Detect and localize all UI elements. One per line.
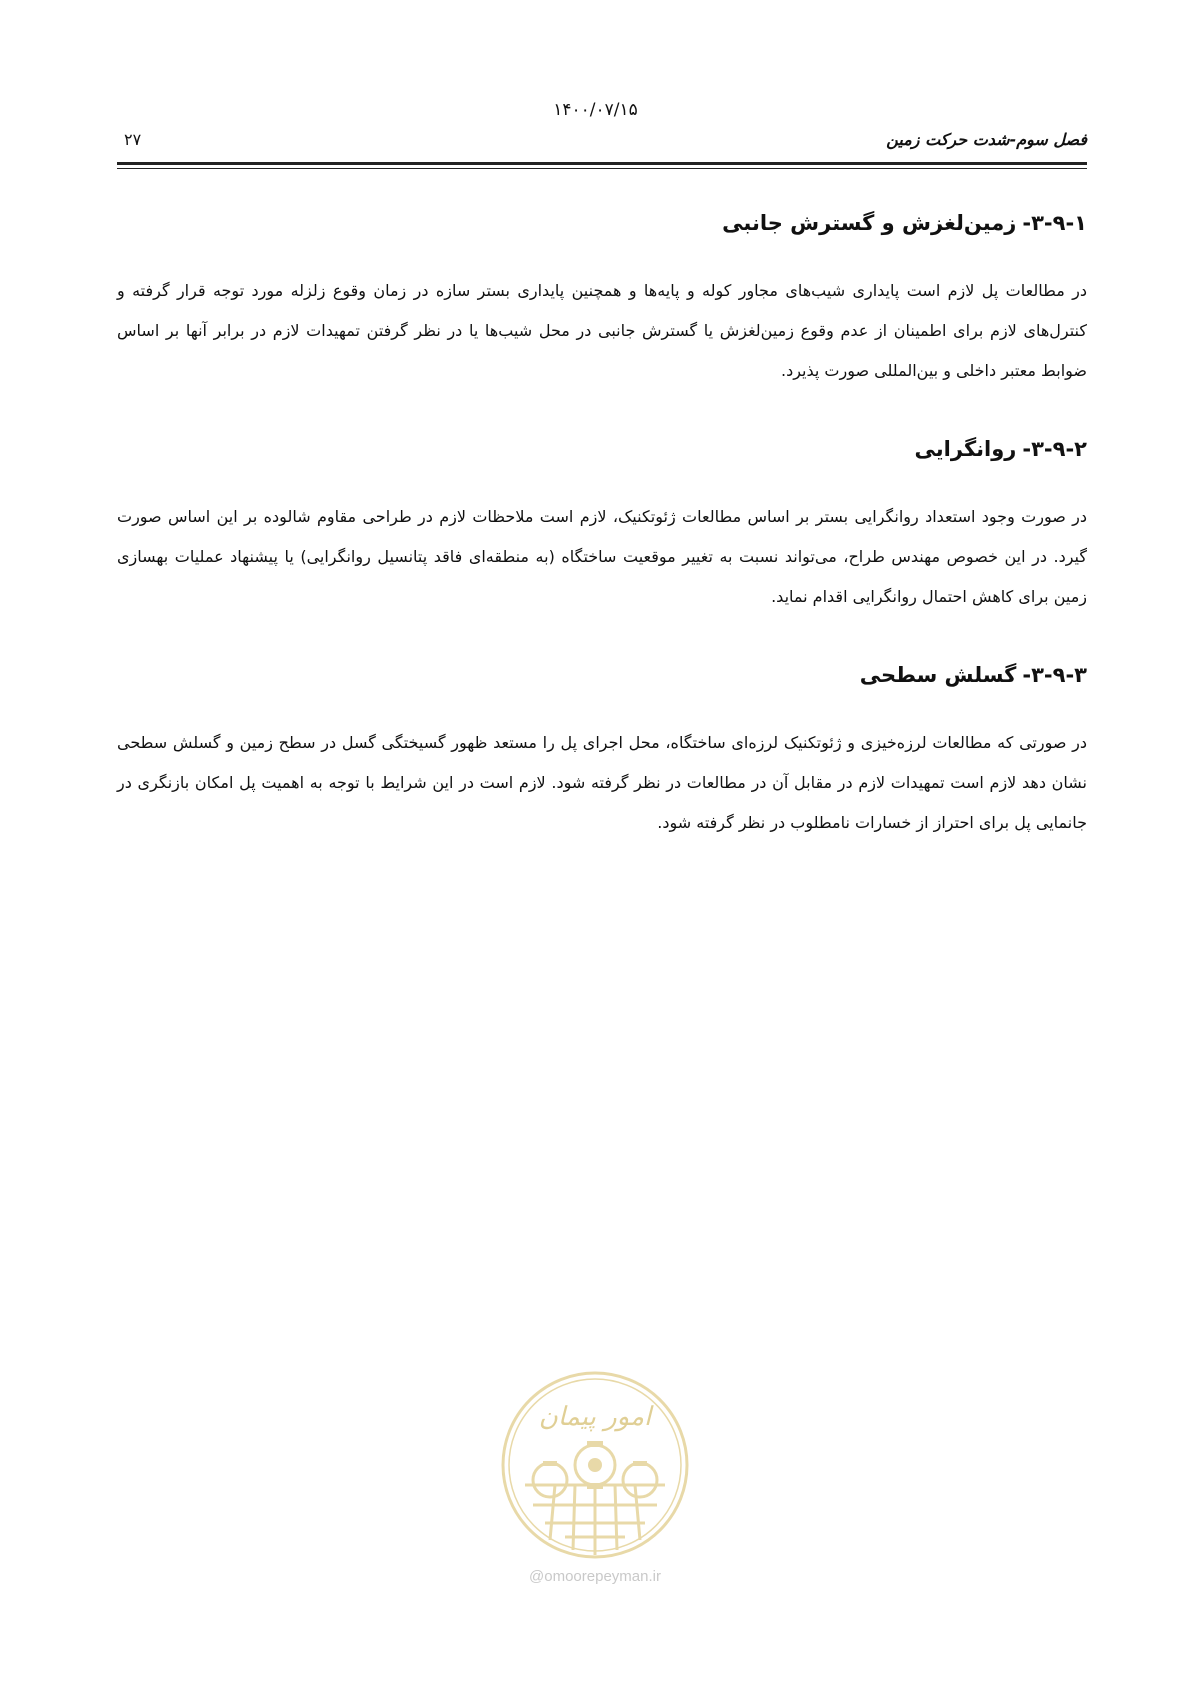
section-landslide xyxy=(117,205,1087,391)
stamp-lettering: امور پیمان xyxy=(538,1402,652,1432)
document-body xyxy=(117,205,1087,883)
section-heading xyxy=(117,431,1087,467)
page-header xyxy=(117,130,1087,154)
section-title: زمین‌لغزش و گسترش جانبی xyxy=(722,211,1017,235)
section-title: روانگرایی xyxy=(914,437,1017,461)
section-number: ۳-۹-۱- xyxy=(1022,211,1087,235)
section-paragraph: در صورتی که مطالعات لرزه‌خیزی و ژئوتکنیک لرزه‌ای ساختگاه، محل اجرای پل را مستعد ظهور گسیختگی گسل در سطح زمین و گسلش سطحی نشان دهد لازم است تمهیدات لازم در مقابل آن در مطالعات در نظر گرفته شود. لازم است در این شرایط با توجه به اهمیت پل امکان بازنگری در جانمایی پل برای احتراز از خسارات نامطلوب در نظر گرفته شود. xyxy=(117,733,1087,832)
section-number: ۳-۹-۲- xyxy=(1022,437,1087,461)
chapter-title: فصل سوم-شدت حرکت زمین xyxy=(886,130,1087,149)
header-rule-thick xyxy=(117,162,1087,165)
page-number: ۲۷ xyxy=(124,130,142,149)
header-rule-thin xyxy=(117,168,1087,169)
section-heading xyxy=(117,657,1087,693)
section-surface-faulting xyxy=(117,657,1087,843)
section-title: گسلش سطحی xyxy=(859,663,1017,687)
watermark-website: @omoorepeyman.ir xyxy=(529,1568,661,1585)
section-paragraph: در صورت وجود استعداد روانگرایی بستر بر اساس مطالعات ژئوتکنیک، لازم است ملاحظات لازم در طراحی مقاوم شالوده بر این اساس صورت گیرد. در این خصوص مهندس طراح، می‌تواند نسبت به تغییر موقعیت ساختگاه (به منطقه‌ای فاقد پتانسیل روانگرایی) یا پیشنهاد عملیات بهسازی زمین برای کاهش احتمال روانگرایی اقدام نماید. xyxy=(117,507,1087,606)
section-heading xyxy=(117,205,1087,241)
section-liquefaction xyxy=(117,431,1087,617)
document-date: ۱۴۰۰/۰۷/۱۵ xyxy=(553,100,638,120)
section-number: ۳-۹-۳- xyxy=(1022,663,1087,687)
section-paragraph: در مطالعات پل لازم است پایداری شیب‌های مجاور کوله و پایه‌ها و همچنین پایداری بستر سازه در زمان وقوع زلزله مورد توجه قرار گرفته و کنترل‌های لازم برای اطمینان از عدم وقوع زمین‌لغزش یا گسترش جانبی در محل شیب‌ها یا در نظر گرفتن تمهیدات لازم در برابر آنها بر اساس ضوابط معتبر داخلی و بین‌المللی صورت پذیرد. xyxy=(117,281,1087,380)
watermark-stamp-icon xyxy=(495,1365,695,1565)
